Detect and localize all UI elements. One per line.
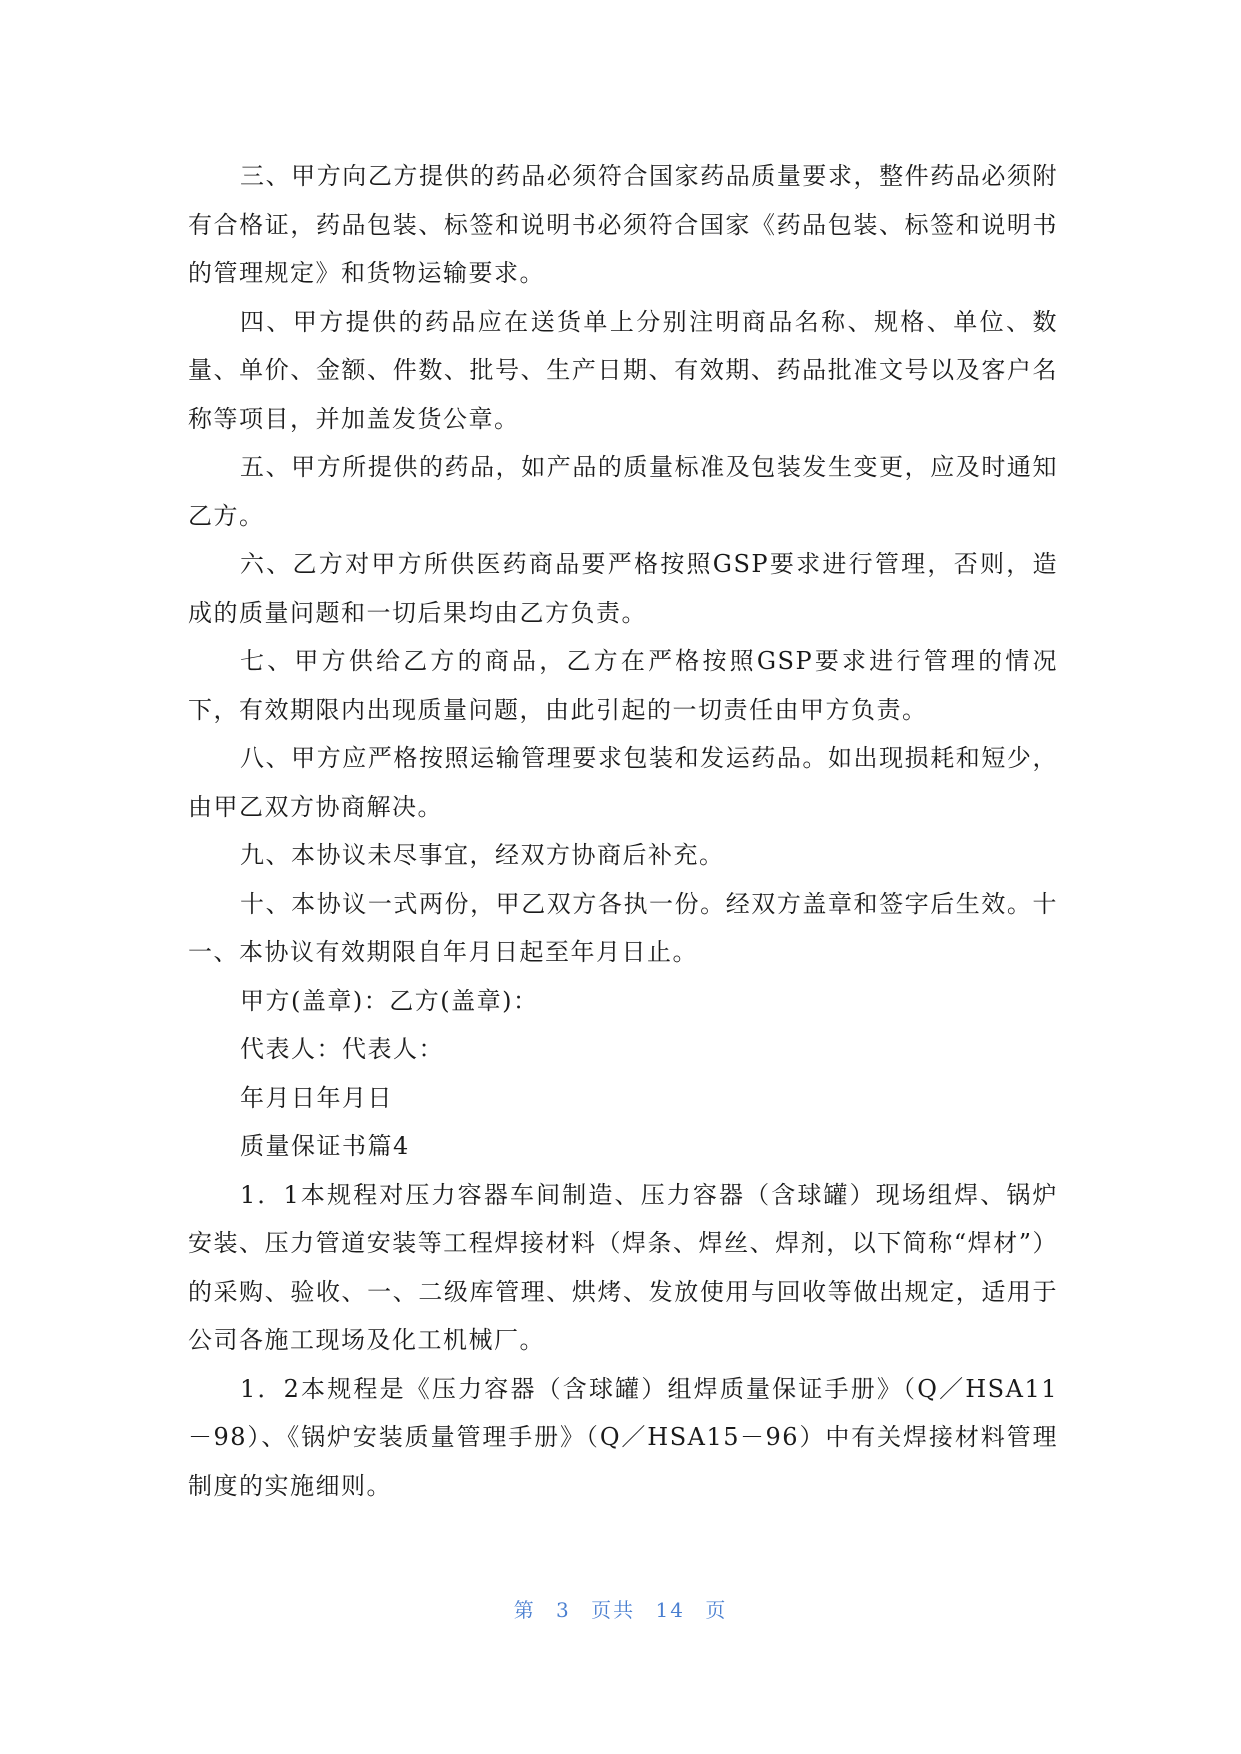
page-label-middle: 页共	[591, 1598, 636, 1622]
page-label-prefix: 第	[513, 1598, 536, 1622]
document-body	[188, 152, 1058, 1510]
page-footer	[0, 1594, 1241, 1623]
total-pages-number: 14	[655, 1598, 685, 1622]
section-paragraph-1-2: 1．2本规程是《压力容器（含球罐）组焊质量保证手册》（Q／HSA11－98）、《锅炉安装质量管理手册》（Q／HSA15－96）中有关焊接材料管理制度的实施细则。	[188, 1374, 1058, 1500]
section-paragraph-1-1: 1．1本规程对压力容器车间制造、压力容器（含球罐）现场组焊、锅炉安装、压力管道安装等工程焊接材料（焊条、焊丝、焊剂，以下简称“焊材”）的采购、验收、一、二级库管理、烘烤、发放使用与回收等做出规定，适用于公司各施工现场及化工机械厂。	[188, 1180, 1058, 1354]
section-heading: 质量保证书篇4	[240, 1132, 410, 1160]
current-page-number: 3	[556, 1598, 571, 1622]
paragraph-8: 八、甲方应严格按照运输管理要求包装和发运药品。如出现损耗和短少，由甲乙双方协商解决。	[188, 744, 1058, 821]
paragraph-5: 五、甲方所提供的药品，如产品的质量标准及包装发生变更，应及时通知乙方。	[188, 453, 1058, 530]
paragraph-4: 四、甲方提供的药品应在送货单上分别注明商品名称、规格、单位、数量、单价、金额、件数、批号、生产日期、有效期、药品批准文号以及客户名称等项目，并加盖发货公章。	[188, 307, 1058, 433]
paragraph-7: 七、甲方供给乙方的商品，乙方在严格按照GSP要求进行管理的情况下，有效期限内出现质量问题，由此引起的一切责任由甲方负责。	[188, 647, 1058, 724]
paragraph-10: 十、本协议一式两份，甲乙双方各执一份。经双方盖章和签字后生效。十一、本协议有效期限自年月日起至年月日止。	[188, 889, 1058, 966]
page-label-suffix: 页	[705, 1598, 728, 1622]
signature-dates-line: 年月日年月日	[240, 1083, 393, 1112]
paragraph-3: 三、甲方向乙方提供的药品必须符合国家药品质量要求，整件药品必须附有合格证，药品包装、标签和说明书必须符合国家《药品包装、标签和说明书的管理规定》和货物运输要求。	[188, 162, 1058, 287]
signature-parties-line: 甲方(盖章)：乙方(盖章)：	[240, 986, 539, 1015]
paragraph-9: 九、本协议未尽事宜，经双方协商后补充。	[240, 841, 725, 869]
signature-representatives-line: 代表人：代表人：	[240, 1035, 444, 1063]
paragraph-6: 六、乙方对甲方所供医药商品要严格按照GSP要求进行管理，否则，造成的质量问题和一切后果均由乙方负责。	[188, 550, 1058, 627]
